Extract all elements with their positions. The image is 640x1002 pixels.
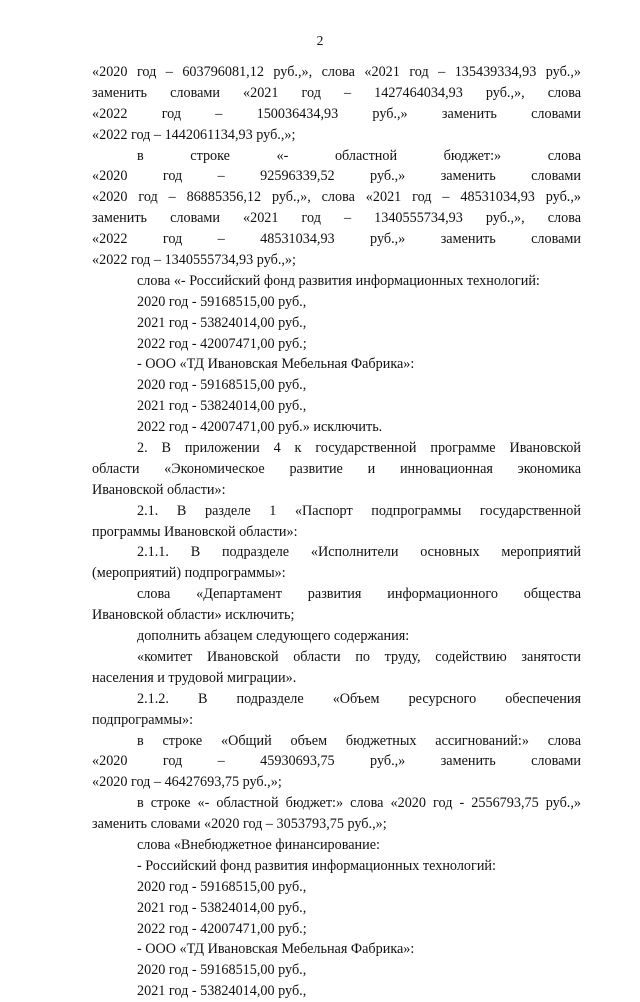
text-line: «2022 год – 1442061134,93 руб.,»; <box>92 126 296 143</box>
text-line: в строке «- областной бюджет:» слова <box>137 147 581 164</box>
text-line: в строке «- областной бюджет:» слова «2020 год - 2556793,75 руб.,» <box>137 795 581 812</box>
text-line: дополнить абзацем следующего содержания: <box>137 628 410 645</box>
text-line: 2022 год - 42007471,00 руб.» исключить. <box>137 419 383 436</box>
text-line: «2020 год – 92596339,52 руб.,» заменить словами <box>92 168 581 185</box>
text-line: подпрограммы»: <box>92 711 194 728</box>
text-line: (мероприятий) подпрограммы»: <box>92 565 286 582</box>
text-line: - ООО «ТД Ивановская Мебельная Фабрика»: <box>137 356 415 373</box>
text-line: 2.1. В разделе 1 «Паспорт подпрограммы государственной <box>137 502 581 519</box>
text-line: населения и трудовой миграции». <box>92 669 297 686</box>
text-line: «2022 год – 1340555734,93 руб.,»; <box>92 252 296 269</box>
text-line: «2020 год – 46427693,75 руб.,»; <box>92 774 282 791</box>
text-line: «2022 год – 48531034,93 руб.,» заменить словами <box>92 231 581 248</box>
text-line: «2020 год – 45930693,75 руб.,» заменить словами <box>92 753 581 770</box>
text-line: в строке «Общий объем бюджетных ассигнований:» слова <box>137 732 581 749</box>
text-line: 2022 год - 42007471,00 руб.; <box>137 920 307 937</box>
text-line: заменить словами «2021 год – 1340555734,93 руб.,», слова <box>92 210 581 227</box>
text-line: Ивановской области»: <box>92 481 226 498</box>
page-number: 2 <box>316 33 324 48</box>
text-line: 2020 год - 59168515,00 руб., <box>137 293 307 310</box>
text-line: - ООО «ТД Ивановская Мебельная Фабрика»: <box>137 941 415 958</box>
text-line: заменить словами «2021 год – 1427464034,93 руб.,», слова <box>92 84 581 101</box>
text-line: 2.1.1. В подразделе «Исполнители основных мероприятий <box>137 544 581 561</box>
text-line: 2020 год - 59168515,00 руб., <box>137 962 307 979</box>
text-line: 2021 год - 53824014,00 руб., <box>137 398 307 415</box>
text-line: слова «Внебюджетное финансирование: <box>137 836 380 853</box>
text-line: 2020 год - 59168515,00 руб., <box>137 878 307 895</box>
text-line: - Российский фонд развития информационных технологий: <box>137 857 496 874</box>
text-line: 2021 год - 53824014,00 руб., <box>137 899 307 916</box>
document-body <box>92 62 581 1002</box>
text-line: области «Экономическое развитие и инновационная экономика <box>92 460 581 477</box>
text-line: «2022 год – 150036434,93 руб.,» заменить словами <box>92 105 581 122</box>
text-line: слова «Департамент развития информационного общества <box>137 586 581 603</box>
text-line: Ивановской области» исключить; <box>92 607 295 624</box>
text-line: 2. В приложении 4 к государственной программе Ивановской <box>137 440 581 457</box>
text-line: слова «- Российский фонд развития информационных технологий: <box>137 272 540 289</box>
text-line: «2020 год – 86885356,12 руб.,», слова «2021 год – 48531034,93 руб.,» <box>92 189 581 206</box>
text-line: заменить словами «2020 год – 3053793,75 руб.,»; <box>92 816 387 833</box>
text-line: 2021 год - 53824014,00 руб., <box>137 983 307 1000</box>
text-line: 2022 год - 42007471,00 руб.; <box>137 335 307 352</box>
text-line: 2021 год - 53824014,00 руб., <box>137 314 307 331</box>
text-line: «2020 год – 603796081,12 руб.,», слова «2021 год – 135439334,93 руб.,» <box>92 64 581 80</box>
text-line: программы Ивановской области»: <box>92 523 298 540</box>
text-line: 2020 год - 59168515,00 руб., <box>137 377 307 394</box>
text-line: 2.1.2. В подразделе «Объем ресурсного обеспечения <box>137 690 581 707</box>
text-line: «комитет Ивановской области по труду, содействию занятости <box>137 648 581 665</box>
